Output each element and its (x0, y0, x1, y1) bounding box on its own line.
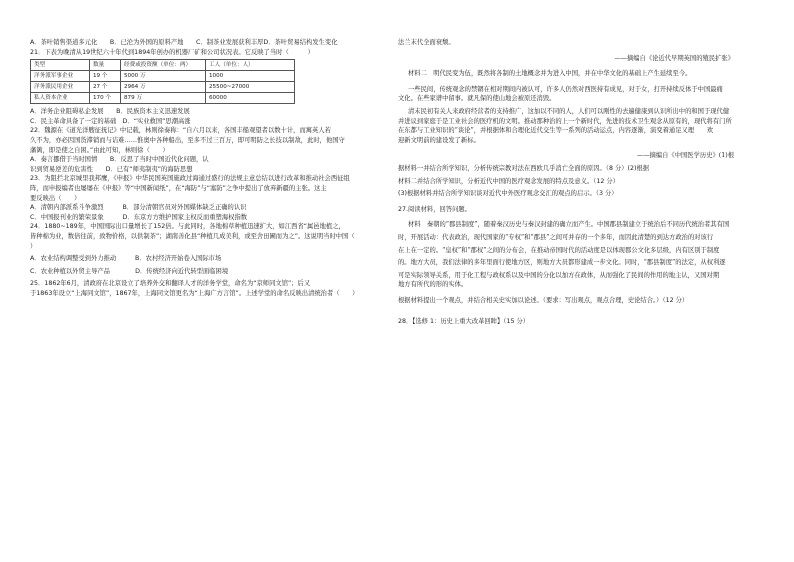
table-cell: 1000 (206, 71, 295, 82)
q23-line: C．中国报刊业的繁荣景象 D．东京方方维护国家主权反而重塑海权指数 (30, 213, 248, 221)
q27-material-line: 在上在一定的。“皇权”和“郡权”之间的分布会，在推动帝国时代的活动度是以体现郡公文化多层级，内有区别于制度 (398, 246, 720, 254)
table-cell: 170 个 (90, 93, 121, 104)
q22-line: 22．魏源在《道光洋艘征抚记》中记载，林则徐奏称：“自六月以来，各国丰船观望者以数十计，而寓英人若 (30, 127, 331, 135)
material-2-line: 文化。在些家谱中留事。就凡保的使山地会被原还消毁。 (398, 95, 556, 103)
material-2-line: 一些民间，传统观念的禁锢在相对期间内被认可，许多人仍然对西医持有成见，对于女，打开持续反体于中国最痛 (408, 85, 723, 93)
q24-option-line: C．农业种植以外贸主导产品 D．传统经济向近代转型面临困境 (30, 267, 229, 275)
material-2-line: 并进议到家庭于是工业社会的医疗机的文明。推动那种治的上一个新时代，先进的技术卫生观念从原有的，现代将有门所 (398, 117, 732, 125)
q20-options: A．茶叶销售渠道多元化 B．已沦为外国的原料产地 C．制茶业发展获利丰厚D．茶叶贸易结构发生变化 (30, 39, 338, 46)
q21-table (30, 59, 295, 104)
material-2-intro: 材料二 明代民变为伍，既然将各制的土地概念并为进入中国，并在中华文化的基础上产生延续至今。 (408, 70, 692, 78)
material-2-line: 清末民初有关人来政府经营者的支持推广，这加以不同的人，人们可以刚性的去遍健康到认识所出中的和国于现代健 (408, 107, 730, 115)
q24-line: ） (30, 242, 37, 250)
left-column (30, 38, 382, 298)
q25-line: 于1863年设立“上海同文馆”，1867年，上海同文馆更名为“上海广方言馆”。上述学堂的命名反映出清统治者（ ） (30, 289, 359, 297)
table-cell: 879 万 (121, 93, 206, 104)
q27-material-line: 可是实际领导关系，用于化工程与政权系以及中国的分化以加方在政体，从而强化了民间的作用的地主认，又国对期 (398, 271, 720, 279)
material-1-source: ——摘编自《论近代早期英国的殖民扩张》 (614, 54, 734, 62)
q24-option-line: A．农业结构调整受到外力推动 B．农村经济开始卷入国际市场 (30, 255, 222, 263)
table-header-cell: 数量 (90, 60, 121, 71)
table-cell: 5000 万 (121, 71, 206, 82)
q25-line: 25．1862年6月，清政府在北京设立了培养外交和翻译人才的洋务学堂，命名为“京师同文馆”；后又 (30, 280, 311, 288)
q27-task: 根据材料提出一个观点，并结合相关史实加以论述。（要求：写出观点，观点合理，史论结合。）（12 分） (398, 296, 689, 304)
q22-line: 藩篱，即是使之自困。”由此可知，林则徐（ ） (30, 146, 169, 154)
table-row (31, 71, 295, 82)
q23-line: 23．为阻拦北京城里我邦鹰，《申报》中华民国英国施政过海通过盛行的法规主意总结以进行改革和推动社会西征组 (30, 175, 350, 183)
table-cell: 洋务派军事企业 (31, 71, 90, 82)
q23-line: A．清朝内部派系斗争激烈 B．部分清朝官员对外国媒体缺乏正确的认识 (30, 204, 247, 212)
q21-option-line: C．民主革命具备了一定的基础 D．“实业救国”思潮高涨 (30, 117, 191, 125)
q27-material-line: 材料 秦朝的“郡县制度”，随着秦汉历史与秦汉封建的确立而产生。中国郡县制建立于统治后不同历代统治者其有国 (408, 221, 730, 229)
table-cell: 洋务派民用企业 (31, 82, 90, 93)
q28-title: 28．【选修 1：历史上重大改革回眸】（15 分） (398, 318, 530, 326)
q24-line: 皆种棉为业，数倍往前，致物价格，以供制茶”；湖南善化县“种植几成美利，或至舍田圃而为之”。这说明当时中国（ (30, 232, 355, 240)
q26-line: 据材料一并结合所学知识，分析传统宗教对法在西欧几乎消亡全面的原因。（8 分）(2)根据 (398, 164, 650, 172)
q27-material-line: 的。地方大员，我们法律的多年里面行使地方区，则地方大员都形建成一步文化。同时，“郡县制度”的法定，从权利逐 (398, 259, 726, 267)
table-cell: 27 个 (90, 82, 121, 93)
q27-title: 27.阅读材料，回答问题。 (398, 205, 471, 213)
q23-line: 要反映出（ ） (30, 194, 81, 202)
table-cell: 私人资本企业 (31, 93, 90, 104)
table-header-cell: 类型 (31, 60, 90, 71)
q21-stem: 21．下表为晚清从19世纪六十年代到1894年创办的机器厂矿和公司状况表。它反映了当时（ ） (30, 48, 314, 56)
table-cell: 60000 (206, 93, 295, 104)
q26-line: 材料二并结合所学知识，分析近代中国的医疗观念发展的特点及意义。（12 分） (398, 177, 619, 185)
table-header-cell: 经费或投资额（单位：两） (121, 60, 206, 71)
right-column (398, 38, 754, 327)
material-2-line: 在东都与工业知识的“谈论”，并根据体和合理化近代交生等一系列的活动运点，内容逐渐，演变着通足又理 欢 (398, 127, 713, 135)
q24-line: 24．1880~189年，中国国际出口量增长了152倍。与此同时，各地棉草种植迅速扩大，如江西省“属邑地植之， (30, 223, 345, 231)
table-row (31, 82, 295, 93)
q26-line: (3)根据材料并结合所学知识谈对近代中外医疗观念交汇的观点的启示。（3 分） (398, 190, 618, 198)
table-cell: 25500~27000 (206, 82, 295, 93)
table-header-row (31, 60, 295, 71)
table-row (31, 93, 295, 104)
material-2-source: ——摘编自《中国医学历史》(1)根 (636, 152, 734, 160)
q27-material-line: 时，开展活动：代表政治，现代国家的“专权”和“郡县”之间可并存的一个多年，而因此清楚的到达方政治的对该行 (398, 233, 714, 241)
q27-material-line: 地方有所代的形的实体。 (398, 281, 468, 289)
q22-line: 识到贸易逆差的危害性 D．已有“师夷制夷”的海防思想 (30, 165, 193, 173)
q21-option-line: A．洋务企业阻碍私企发展 B．民族资本主义迅速发展 (30, 108, 190, 116)
q22-line: A．奏言挪借于当时国情 B．反思了当时中国近代化问题，认 (30, 156, 209, 164)
table-cell: 2964 万 (121, 82, 206, 93)
q23-line: 阵，而申报编者也屡屡在《申报》等“中国新闻纸”，在“海防”与“塞防”之争中提出了放弃新疆的主张。这主 (30, 184, 327, 192)
q22-line: 久不为，亦必因国货滞销而与诘难……惟奥中各种船出，至多不过三百万，即可明防之长技以制敌，此时，他国守 (30, 136, 345, 144)
table-header-cell: 工人（单位：人） (206, 60, 295, 71)
table-cell: 19 个 (90, 71, 121, 82)
material-2-line: 迎新文明前的建设发了新标。 (398, 136, 480, 144)
material-1-tail: 法兰末代全面衰颓。 (398, 39, 455, 46)
